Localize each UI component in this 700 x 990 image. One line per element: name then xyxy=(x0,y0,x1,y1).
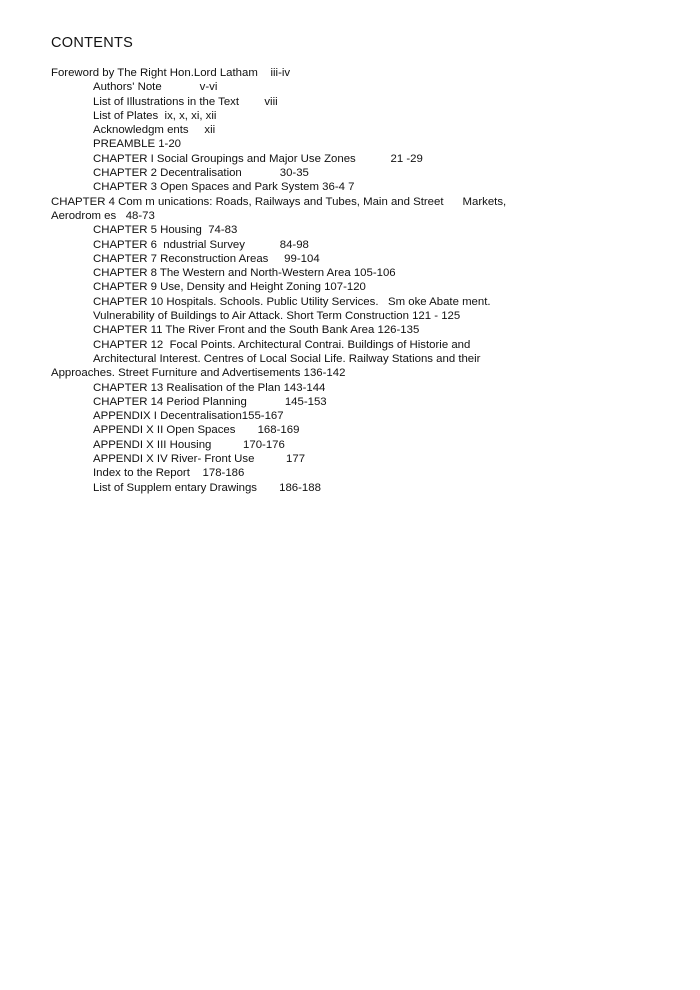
toc-entry: APPENDI X IV River- Front Use 177 xyxy=(93,453,306,466)
toc-entry: CHAPTER 2 Decentralisation 30-35 xyxy=(93,167,309,180)
toc-entry: CHAPTER 5 Housing 74-83 xyxy=(93,224,238,237)
toc-entry: List of Illustrations in the Text viii xyxy=(93,95,278,108)
toc-entry: Foreword by The Right Hon.Lord Latham iii-iv xyxy=(51,67,291,79)
toc-entry: CHAPTER I Social Groupings and Major Use Zones 21 -29 xyxy=(93,152,423,165)
toc-entry: Authors' Note v-vi xyxy=(93,81,218,94)
toc-entry: CHAPTER 8 The Western and North-Western Area 105-106 xyxy=(93,267,396,280)
toc-entry: CHAPTER 10 Hospitals. Schools. Public Utility Services. Sm oke Abate ment. xyxy=(93,295,491,308)
toc-entry: Aerodrom es 48-73 xyxy=(51,209,155,222)
toc-entry: APPENDI X II Open Spaces 168-169 xyxy=(93,424,300,437)
toc-entry: List of Supplem entary Drawings 186-188 xyxy=(93,481,321,494)
toc-entry: CHAPTER 14 Period Planning 145-153 xyxy=(93,395,327,408)
toc-entry: Approaches. Street Furniture and Advertisements 136-142 xyxy=(51,367,346,380)
toc-entry: CHAPTER 11 The River Front and the South Bank Area 126-135 xyxy=(93,324,420,337)
toc-entry: PREAMBLE 1-20 xyxy=(93,138,181,151)
toc-entry: CHAPTER 12 Focal Points. Architectural Contrai. Buildings of Historie and xyxy=(93,338,471,351)
table-of-contents xyxy=(51,66,571,495)
toc-entry: List of Plates ix, x, xi, xii xyxy=(93,109,217,122)
toc-entry: Acknowledgm ents xii xyxy=(93,124,216,137)
toc-entry: CHAPTER 3 Open Spaces and Park System 36-4 7 xyxy=(93,181,355,194)
toc-entry: Vulnerability of Buildings to Air Attack. Short Term Construction 121 - 125 xyxy=(93,310,461,323)
toc-entry: Index to the Report 178-186 xyxy=(93,467,245,480)
toc-entry: APPENDIX I Decentralisation155-167 xyxy=(93,410,284,423)
toc-entry: CHAPTER 7 Reconstruction Areas 99-104 xyxy=(93,252,320,265)
toc-entry: CHAPTER 13 Realisation of the Plan 143-144 xyxy=(93,381,326,394)
toc-entry: APPENDI X III Housing 170-176 xyxy=(93,438,285,451)
contents-heading: CONTENTS xyxy=(51,35,134,51)
toc-entry: Architectural Interest. Centres of Local Social Life. Railway Stations and their xyxy=(93,352,481,365)
toc-entry: CHAPTER 6 ndustrial Survey 84-98 xyxy=(93,238,309,251)
toc-entry: CHAPTER 9 Use, Density and Height Zoning 107-120 xyxy=(93,281,366,294)
toc-entry: CHAPTER 4 Com m unications: Roads, Railways and Tubes, Main and Street Markets, xyxy=(51,195,507,208)
